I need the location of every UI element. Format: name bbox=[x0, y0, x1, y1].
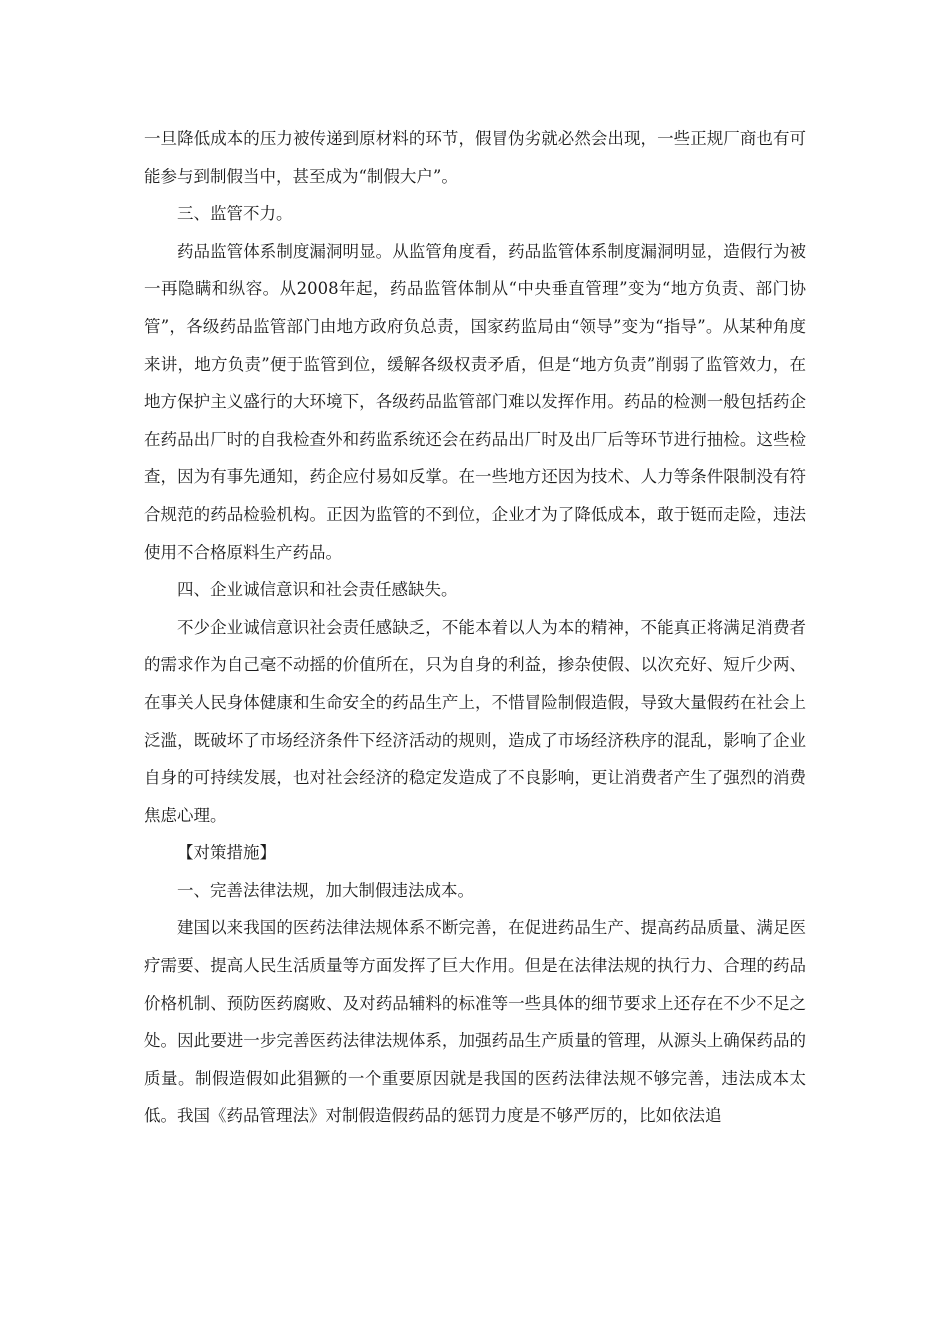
paragraph-integrity: 不少企业诚信意识社会责任感缺乏，不能本着以人为本的精神，不能真正将满足消费者的需求作为自己毫不动摇的价值所在，只为自身的利益，掺杂使假、以次充好、短斤少两、在事关人民身体健康和生命安全的药品生产上，不惜冒险制假造假，导致大量假药在社会上泛滥，既破坏了市场经济条件下经济活动的规则，造成了市场经济秩序的混乱，影响了企业自身的可持续发展，也对社会经济的稳定发造成了不良影响，更让消费者产生了强烈的消费焦虑心理。 bbox=[144, 617, 806, 825]
body-text bbox=[144, 120, 806, 1135]
paragraph-laws: 建国以来我国的医药法律法规体系不断完善，在促进药品生产、提高药品质量、满足医疗需要、提高人民生活质量等方面发挥了巨大作用。但是在法律法规的执行力、合理的药品价格机制、预防医药腐败、及对药品辅料的标准等一些具体的细节要求上还存在不少不足之处。因此要进一步完善医药法律法规体系，加强药品生产质量的管理，从源头上确保药品的质量。制假造假如此猖獗的一个重要原因就是我国的医药法律法规不够完善，违法成本太低。我国《药品管理法》对制假造假药品的惩罚力度是不够严厉的，比如依法追 bbox=[144, 918, 806, 1126]
section-heading-measures: 【对策措施】 bbox=[177, 843, 276, 863]
subsection-heading-laws: 一、完善法律法规，加大制假违法成本。 bbox=[177, 880, 474, 900]
paragraph-supervision: 药品监管体系制度漏洞明显。从监管角度看，药品监管体系制度漏洞明显，造假行为被一再隐瞒和纵容。从2008年起，药品监管体制从“中央垂直管理”变为“地方负责、部门协管”，各级药品监管部门由地方政府负总责，国家药监局由“领导”变为“指导”。从某种角度来讲，地方负责”便于监管到位，缓解各级权责矛盾，但是“地方负责”削弱了监管效力，在地方保护主义盛行的大环境下，各级药品监管部门难以发挥作用。药品的检测一般包括药企在药品出厂时的自我检查外和药监系统还会在药品出厂时及出厂后等环节进行抽检。这些检查，因为有事先通知，药企应付易如反掌。在一些地方还因为技术、人力等条件限制没有符合规范的药品检验机构。正因为监管的不到位，企业才为了降低成本，敢于铤而走险，违法使用不合格原料生产药品。 bbox=[144, 241, 806, 562]
section-heading-supervision: 三、监管不力。 bbox=[177, 204, 293, 224]
paragraph-continuation: 一旦降低成本的压力被传递到原材料的环节，假冒伪劣就必然会出现，一些正规厂商也有可能参与到制假当中，甚至成为“制假大户”。 bbox=[144, 129, 806, 186]
section-heading-integrity: 四、企业诚信意识和社会责任感缺失。 bbox=[177, 580, 458, 600]
